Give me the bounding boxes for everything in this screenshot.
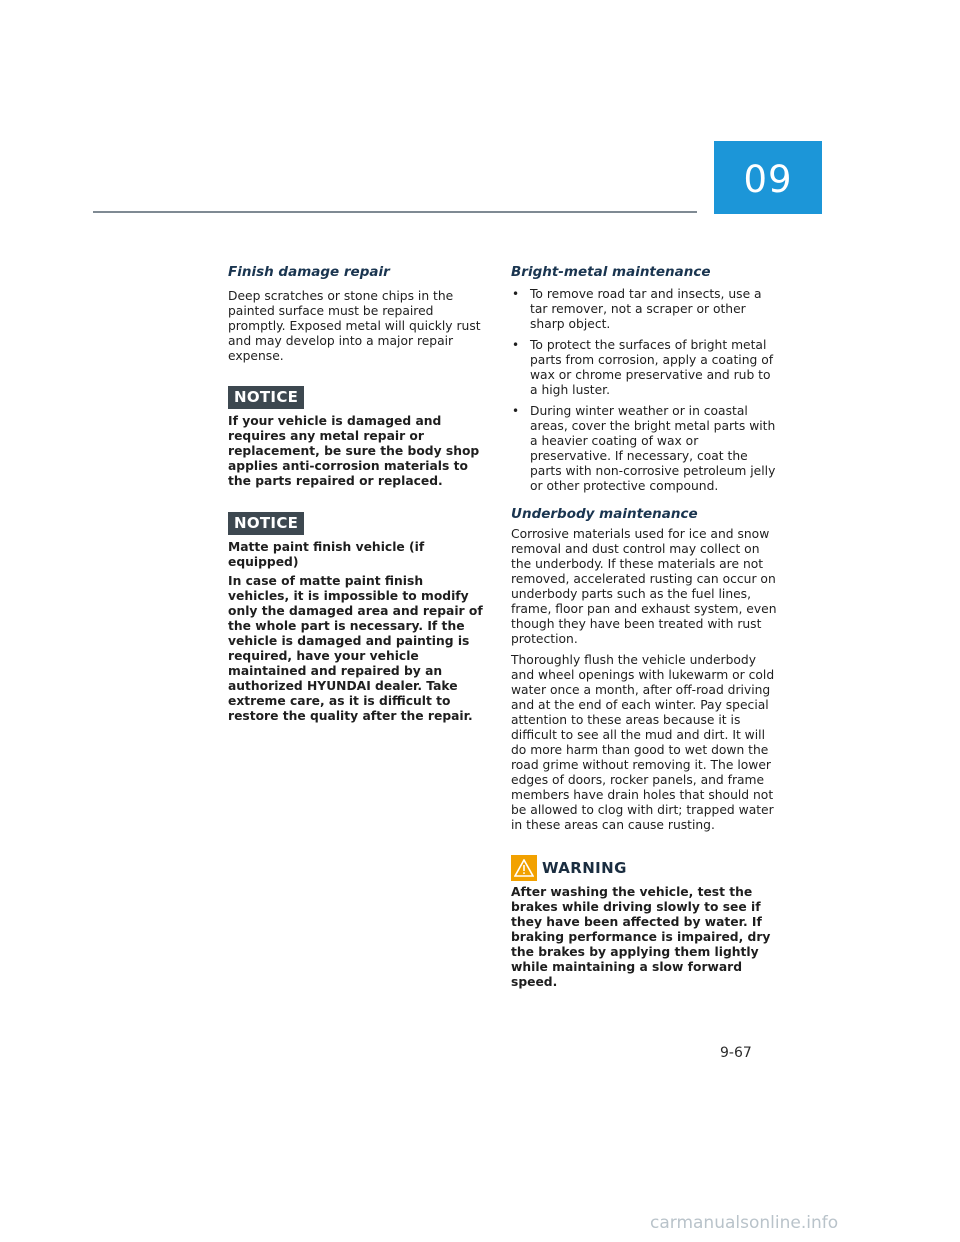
underbody-title: Underbody maintenance xyxy=(511,506,698,522)
notice-badge: NOTICE xyxy=(228,386,304,409)
warning-block xyxy=(511,855,781,990)
notice-1-text: If your vehicle is damaged and requires any metal repair or replacement, be sure the body shop applies anti-corrosion materials to the parts repaired or replaced. xyxy=(228,414,480,488)
chapter-tab xyxy=(714,141,822,214)
bright-metal-list xyxy=(511,287,781,494)
list-item: • To remove road tar and insects, use a tar remover, not a scraper or other sharp object. xyxy=(512,287,762,331)
warning-triangle-icon xyxy=(511,855,537,881)
list-item: • During winter weather or in coastal areas, cover the bright metal parts with a heavier coating of wax or preservative. If necessary, coat the parts with non-corrosive petroleum jelly or other protective compound. xyxy=(512,404,776,493)
notice-block-1 xyxy=(228,386,488,489)
notice-2-heading: Matte paint finish vehicle (if equipped) xyxy=(228,540,425,569)
finish-damage-title: Finish damage repair xyxy=(228,264,390,280)
bullet-icon: • xyxy=(512,338,520,352)
underbody-paragraph-2: Thoroughly flush the vehicle underbody and wheel openings with lukewarm or cold water once a month, after off-road driving and at the end of each winter. Pay special attention to these areas because it is difficult to see all the mud and dirt. It will do more harm than good to wet down the road grime without removing it. The lower edges of doors, rocker panels, and frame members have drain holes that should not be allowed to clog with dirt; trapped water in these areas can cause rusting. xyxy=(511,653,775,832)
list-item: • To protect the surfaces of bright metal parts from corrosion, apply a coating of wax or chrome preservative and rub to a high luster. xyxy=(512,338,774,397)
right-column xyxy=(511,264,781,990)
notice-2-text: In case of matte paint finish vehicles, it is impossible to modify only the damaged area and repair of the whole part is necessary. If the vehicle is damaged and painting is required, have your vehicle maintained and repaired by an authorized HYUNDAI dealer. Take extreme care, as it is difficult to restore the quality after the repair. xyxy=(228,574,483,723)
chapter-number: 09 xyxy=(743,158,793,201)
finish-damage-body: Deep scratches or stone chips in the painted surface must be repaired promptly. Exposed metal will quickly rust and may develop into a major repair expense. xyxy=(228,289,481,363)
bullet-icon: • xyxy=(512,287,520,301)
underbody-paragraph-1: Corrosive materials used for ice and snow removal and dust control may collect on the underbody. If these materials are not removed, accelerated rusting can occur on underbody parts such as the fuel lines, frame, floor pan and exhaust system, even though they have been treated with rust protection. xyxy=(511,527,777,646)
header-rule xyxy=(93,211,697,213)
page-number: 9-67 xyxy=(720,1045,752,1061)
bullet-icon: • xyxy=(512,404,520,418)
notice-badge: NOTICE xyxy=(228,512,304,535)
watermark: carmanualsonline.info xyxy=(650,1213,839,1233)
left-column xyxy=(228,264,488,724)
warning-label: WARNING xyxy=(542,859,627,877)
warning-text: After washing the vehicle, test the brakes while driving slowly to see if they have been affected by water. If braking performance is impaired, dry the brakes by applying them lightly while maintaining a slow forward speed. xyxy=(511,885,771,989)
warning-header xyxy=(511,855,781,881)
notice-block-2 xyxy=(228,512,488,724)
bright-metal-title: Bright-metal maintenance xyxy=(511,264,711,280)
